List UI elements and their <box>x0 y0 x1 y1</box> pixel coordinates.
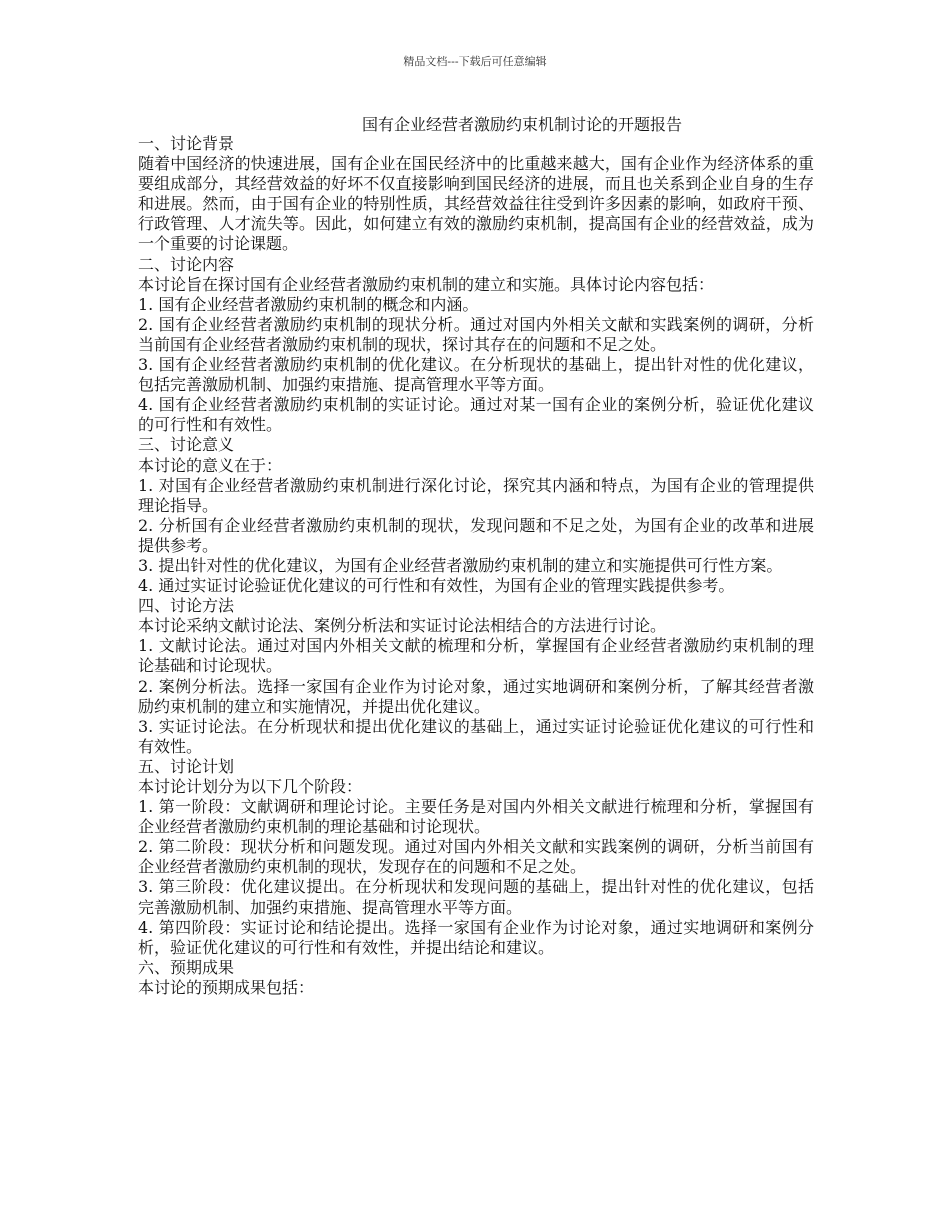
section-heading-plan: 五、讨论计划 <box>138 756 235 776</box>
list-item: 1. 对国有企业经营者激励约束机制进行深化讨论，探究其内涵和特点，为国有企业的管理提供理论指导。 <box>138 475 814 515</box>
section-heading-significance: 三、讨论意义 <box>138 435 235 455</box>
list-item: 4. 国有企业经营者激励约束机制的实证讨论。通过对某一国有企业的案例分析，验证优化建议的可行性和有效性。 <box>138 395 814 435</box>
paragraph-plan-intro: 本讨论计划分为以下几个阶段： <box>138 777 363 796</box>
page-header: 精品文档---下载后可任意编辑 <box>403 55 547 68</box>
section-heading-content: 二、讨论内容 <box>138 254 235 274</box>
list-item: 4. 第四阶段：实证讨论和结论提出。选择一家国有企业作为讨论对象，通过实地调研和案例分析，验证优化建议的可行性和有效性，并提出结论和建议。 <box>138 917 814 957</box>
paragraph-background: 随着中国经济的快速进展，国有企业在国民经济中的比重越来越大，国有企业作为经济体系的重要组成部分，其经营效益的好坏不仅直接影响到国民经济的进展，而且也关系到企业自身的生存和进展。然而，由于国有企业的特别性质，其经营效益往往受到许多因素的影响，如政府干预、行政管理、人才流失等。因此，如何建立有效的激励约束机制，提高国有企业的经营效益，成为一个重要的讨论课题。 <box>138 154 814 254</box>
paragraph-significance-intro: 本讨论的意义在于： <box>138 455 283 475</box>
list-item: 3. 第三阶段：优化建议提出。在分析现状和发现问题的基础上，提出针对性的优化建议，包括完善激励机制、加强约束措施、提高管理水平等方面。 <box>138 877 814 917</box>
list-item: 2. 分析国有企业经营者激励约束机制的现状，发现问题和不足之处，为国有企业的改革和进展提供参考。 <box>138 515 814 555</box>
paragraph-methods-intro: 本讨论采纳文献讨论法、案例分析法和实证讨论法相结合的方法进行讨论。 <box>138 616 667 636</box>
list-item: 1. 文献讨论法。通过对国内外相关文献的梳理和分析，掌握国有企业经营者激励约束机制的理论基础和讨论现状。 <box>138 636 814 676</box>
list-item: 2. 案例分析法。选择一家国有企业作为讨论对象，通过实地调研和案例分析，了解其经营者激励约束机制的建立和实施情况，并提出优化建议。 <box>138 676 814 716</box>
document-title: 国有企业经营者激励约束机制讨论的开题报告 <box>362 115 683 134</box>
list-item: 1. 国有企业经营者激励约束机制的概念和内涵。 <box>138 294 479 314</box>
document-body <box>138 134 814 998</box>
list-item: 2. 国有企业经营者激励约束机制的现状分析。通过对国内外相关文献和实践案例的调研，分析当前国有企业经营者激励约束机制的现状，探讨其存在的问题和不足之处。 <box>138 314 814 354</box>
section-heading-methods: 四、讨论方法 <box>138 596 235 616</box>
paragraph-content-intro: 本讨论旨在探讨国有企业经营者激励约束机制的建立和实施。具体讨论内容包括： <box>138 274 715 294</box>
list-item: 4. 通过实证讨论验证优化建议的可行性和有效性，为国有企业的管理实践提供参考。 <box>138 576 735 596</box>
list-item: 2. 第二阶段：现状分析和问题发现。通过对国内外相关文献和实践案例的调研，分析当前国有企业经营者激励约束机制的现状，发现存在的问题和不足之处。 <box>138 837 814 877</box>
list-item: 3. 国有企业经营者激励约束机制的优化建议。在分析现状的基础上，提出针对性的优化建议，包括完善激励机制、加强约束措施、提高管理水平等方面。 <box>138 355 814 395</box>
list-item: 1. 第一阶段：文献调研和理论讨论。主要任务是对国内外相关文献进行梳理和分析，掌握国有企业经营者激励约束机制的理论基础和讨论现状。 <box>138 797 814 837</box>
section-heading-outcomes: 六、预期成果 <box>138 957 235 977</box>
list-item: 3. 提出针对性的优化建议，为国有企业经营者激励约束机制的建立和实施提供可行性方案。 <box>138 555 783 575</box>
section-heading-background: 一、讨论背景 <box>138 134 235 153</box>
paragraph-outcomes-intro: 本讨论的预期成果包括： <box>138 977 315 997</box>
list-item: 3. 实证讨论法。在分析现状和提出优化建议的基础上，通过实证讨论验证优化建议的可行性和有效性。 <box>138 716 814 756</box>
